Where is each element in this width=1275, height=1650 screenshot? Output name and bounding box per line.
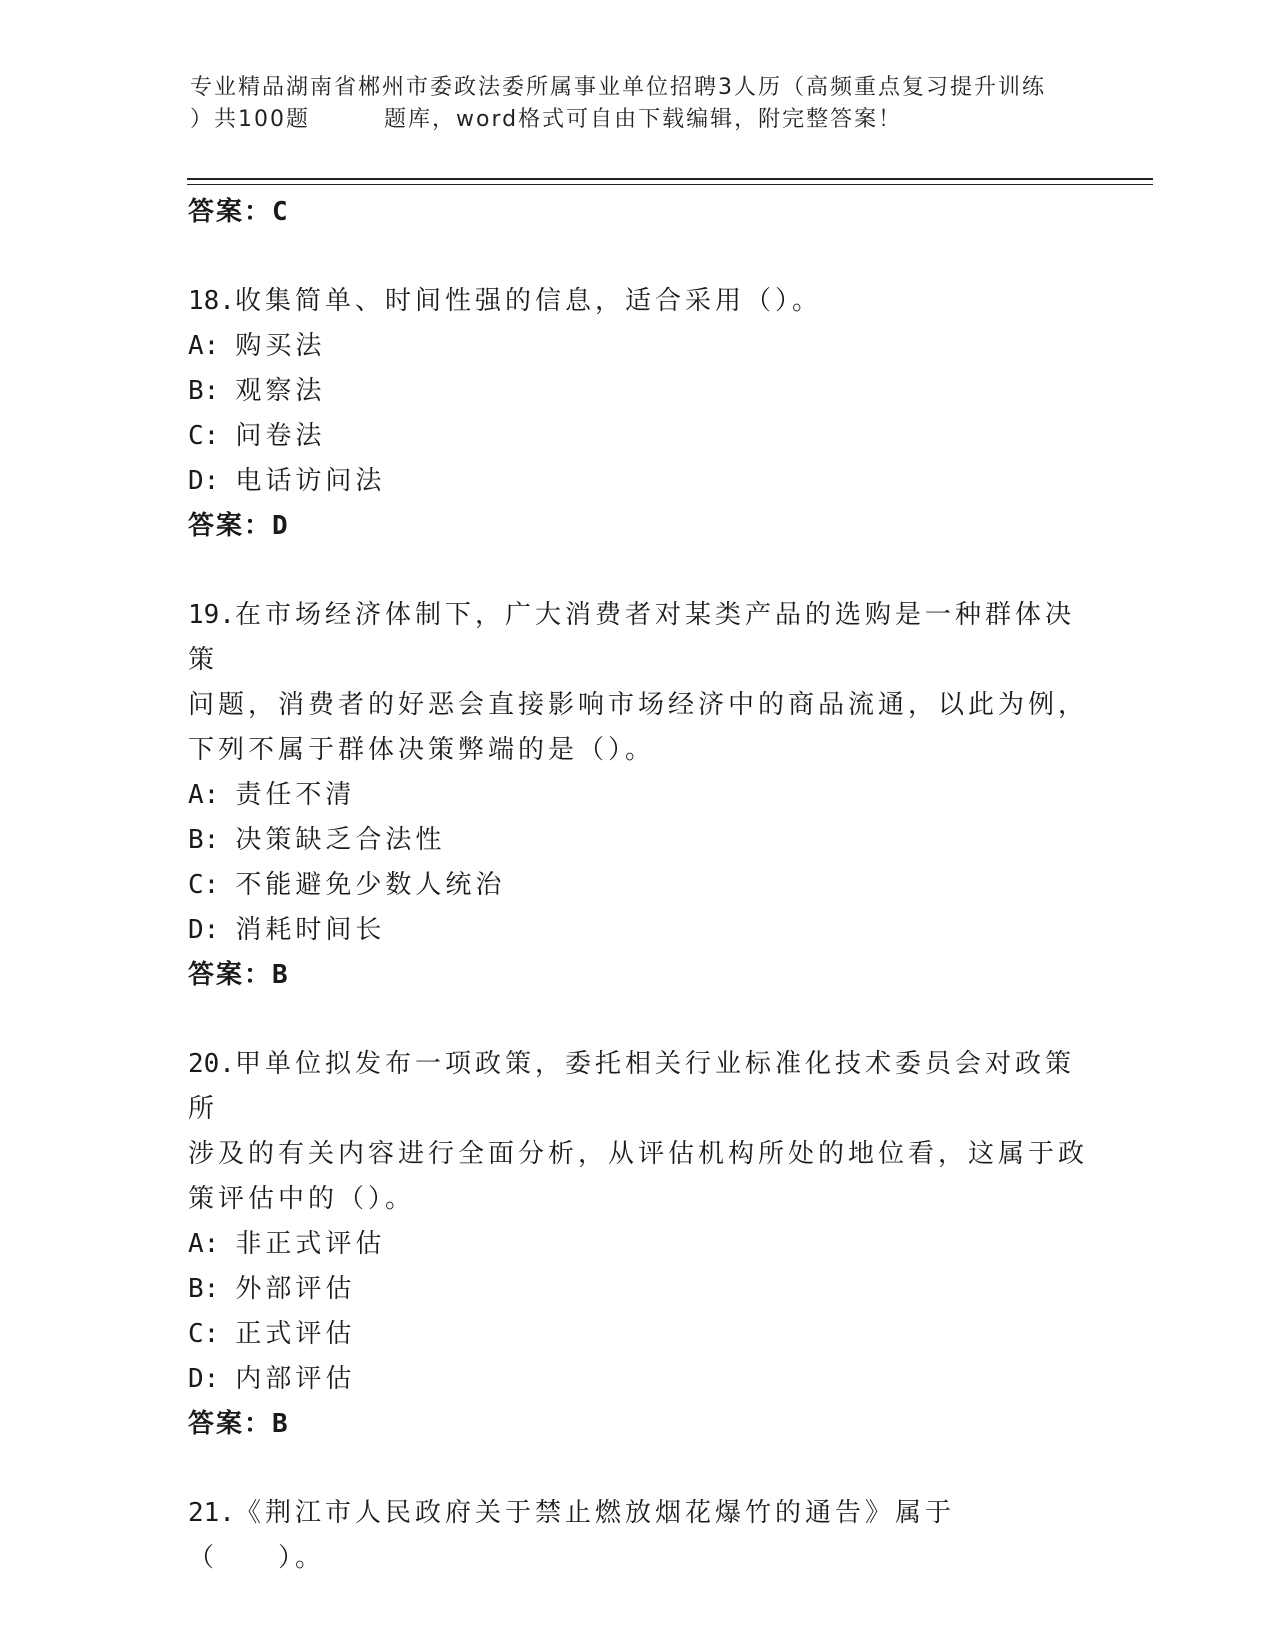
- option-a: [188, 773, 1088, 818]
- option-a: [188, 324, 1088, 369]
- answer-line: [188, 953, 1088, 998]
- option-c: [188, 1312, 1088, 1357]
- option-key: A:: [188, 1229, 220, 1259]
- header-divider-thin: [187, 184, 1153, 185]
- option-key: D:: [188, 915, 220, 945]
- option-key: B:: [188, 1274, 220, 1304]
- question-stem-line: 收集简单、时间性强的信息，适合采用（）。: [234, 286, 822, 316]
- answer-value: D: [272, 511, 290, 541]
- question-number: 18.: [188, 286, 235, 316]
- question-19: [188, 593, 1088, 998]
- header-line-2-end: 题库，word格式可自由下载编辑，附完整答案！: [384, 107, 903, 132]
- option-d: [188, 459, 1088, 504]
- question-stem-line: 甲单位拟发布一项政策，委托相关行业标准化技术委员会对政策所: [188, 1049, 1075, 1124]
- option-key: A:: [188, 331, 220, 361]
- option-text: 非正式评估: [235, 1229, 386, 1259]
- answer-line: [188, 190, 1088, 235]
- header-line-2-start: ）共100题: [190, 107, 310, 132]
- option-c: [188, 863, 1088, 908]
- page-header: [190, 72, 1090, 136]
- question-18: [188, 279, 1088, 549]
- header-line-2: [190, 104, 1090, 136]
- question-stem: [188, 1042, 1088, 1132]
- option-key: A:: [188, 780, 220, 810]
- question-stem-continued: 涉及的有关内容进行全面分析，从评估机构所处的地位看，这属于政: [188, 1139, 1089, 1169]
- question-stem-line: 在市场经济体制下，广大消费者对某类产品的选购是一种群体决策: [188, 600, 1075, 675]
- option-b: [188, 818, 1088, 863]
- option-text: 正式评估: [235, 1319, 356, 1349]
- question-20: [188, 1042, 1088, 1447]
- option-text: 电话访问法: [235, 466, 386, 496]
- option-key: C:: [188, 870, 220, 900]
- header-divider-thick: [187, 178, 1153, 180]
- option-a: [188, 1222, 1088, 1267]
- option-text: 购买法: [235, 331, 326, 361]
- answer-label: 答案：: [188, 1409, 273, 1439]
- answer-label: 答案：: [188, 960, 273, 990]
- option-d: [188, 908, 1088, 953]
- question-21: [188, 1491, 1088, 1581]
- option-text: 不能避免少数人统治: [235, 870, 506, 900]
- question-number: 19.: [188, 600, 235, 630]
- question-stem-continued: 下列不属于群体决策弊端的是（）。: [188, 735, 656, 765]
- option-key: D:: [188, 466, 220, 496]
- question-stem-continued: 策评估中的（）。: [188, 1184, 416, 1214]
- question-stem-continued: 问题，消费者的好恶会直接影响市场经济中的商品流通，以此为例，: [188, 690, 1089, 720]
- answer-label: 答案：: [188, 511, 273, 541]
- answer-value: B: [272, 960, 290, 990]
- option-text: 内部评估: [235, 1364, 356, 1394]
- answer-value: C: [272, 197, 290, 227]
- option-key: B:: [188, 376, 220, 406]
- question-stem: [188, 593, 1088, 683]
- option-b: [188, 369, 1088, 414]
- question-stem: [188, 1491, 1088, 1581]
- option-text: 观察法: [235, 376, 326, 406]
- option-key: C:: [188, 421, 220, 451]
- option-text: 决策缺乏合法性: [235, 825, 446, 855]
- option-text: 消耗时间长: [235, 915, 386, 945]
- option-key: C:: [188, 1319, 220, 1349]
- question-number: 21.: [188, 1498, 235, 1528]
- option-text: 外部评估: [235, 1274, 356, 1304]
- answer-line: [188, 1402, 1088, 1447]
- option-c: [188, 414, 1088, 459]
- question-number: 20.: [188, 1049, 235, 1079]
- answer-line: [188, 504, 1088, 549]
- option-key: D:: [188, 1364, 220, 1394]
- header-line-1: 专业精品湖南省郴州市委政法委所属事业单位招聘3人历（高频重点复习提升训练: [190, 75, 1046, 100]
- answer-label: 答案：: [188, 197, 273, 227]
- option-d: [188, 1357, 1088, 1402]
- option-key: B:: [188, 825, 220, 855]
- option-b: [188, 1267, 1088, 1312]
- answer-value: B: [272, 1409, 290, 1439]
- question-list: [188, 190, 1088, 1581]
- question-stem-line: 《荆江市人民政府关于禁止燃放烟花爆竹的通告》属于（ ）。: [188, 1498, 955, 1573]
- question-stem: [188, 279, 1088, 324]
- option-text: 责任不清: [235, 780, 356, 810]
- option-text: 问卷法: [235, 421, 326, 451]
